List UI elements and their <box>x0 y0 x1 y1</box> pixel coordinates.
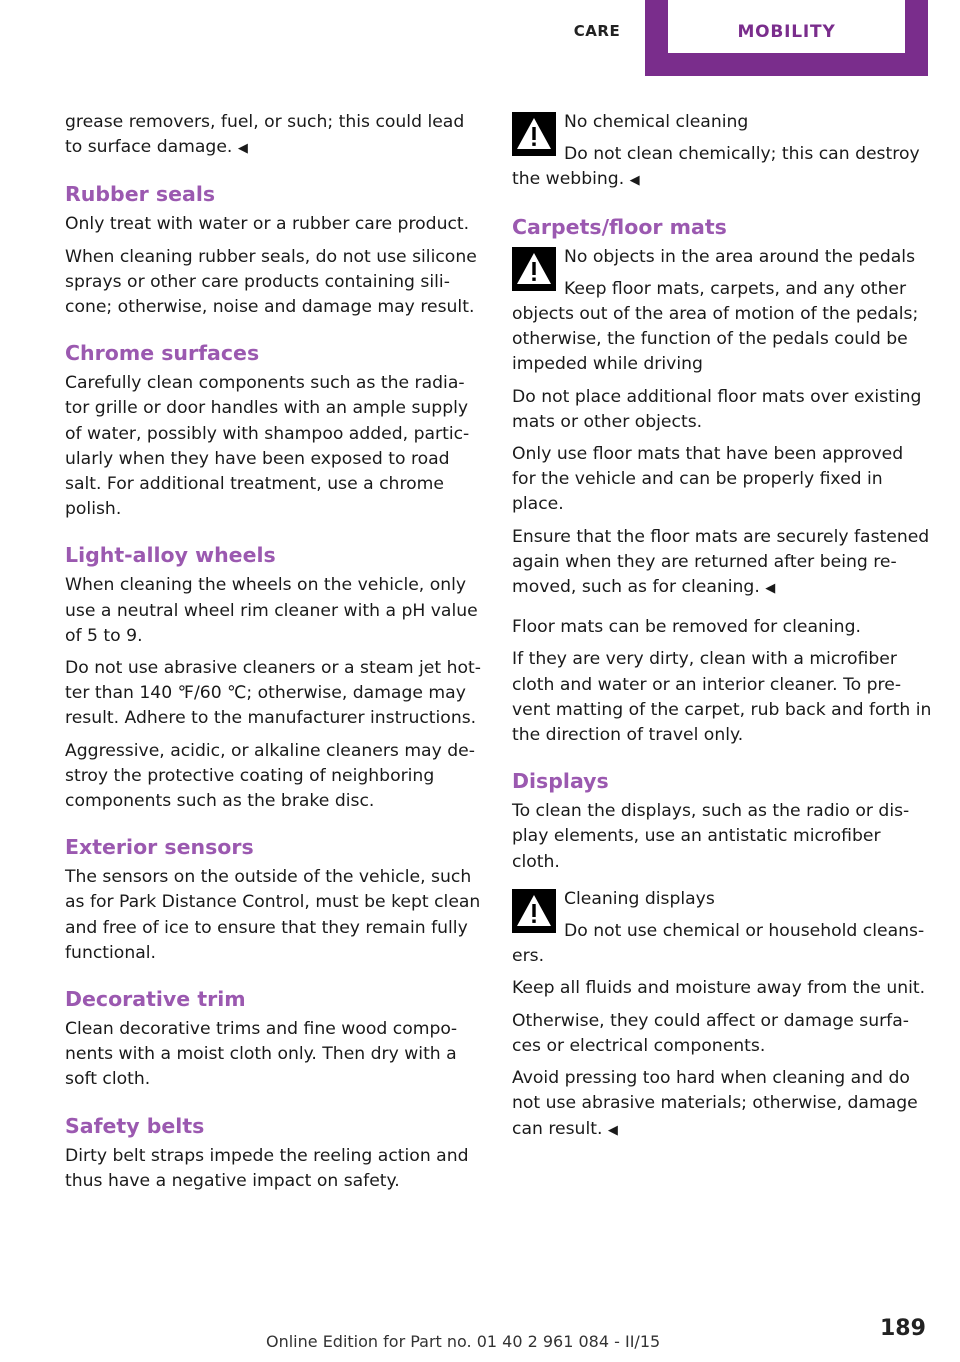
paragraph-wheels-1: When cleaning the wheels on the vehicle, only use a neutral wheel rim cleaner with a pH value of 5 to 9. <box>65 575 478 646</box>
heading-carpets-floor-mats: Carpets/floor mats <box>512 214 727 239</box>
heading-safety-belts: Safety belts <box>65 1113 205 1138</box>
warning-triangle-icon <box>512 247 556 291</box>
warning-no-chemical-cleaning <box>512 110 932 194</box>
warning-pedals <box>512 245 932 378</box>
paragraph-chrome-1: Carefully clean components such as the radia‐ tor grille or door handles with an ample supply of water, possibly with shampoo added, partic‐ ularly when they have been exposed to road salt. For additional treatment, use a chrome polish. <box>65 373 470 520</box>
heading-rubber-seals: Rubber seals <box>65 182 216 207</box>
paragraph-sensors-1: The sensors on the outside of the vehicle, such as for Park Distance Control, must be kept clean and free of ice to ensure that they remain fully functional. <box>65 867 481 963</box>
paragraph-carpets-1: Do not place additional floor mats over existing mats or other objects. <box>512 386 922 432</box>
heading-exterior-sensors: Exterior sensors <box>65 835 254 860</box>
left-column <box>65 110 485 1201</box>
warning-body: Do not clean chemically; this can destroy the webbing. ◀ <box>512 144 920 190</box>
paragraph-wheels-2: Do not use abrasive cleaners or a steam jet hot‐ ter than 140 ℉/60 ℃; otherwise, damage may result. Adhere to the manufacturer instructions. <box>65 658 481 729</box>
paragraph-rubber-2: When cleaning rubber seals, do not use silicone sprays or other care products containing sili‐ cone; otherwise, noise and damage may result. <box>65 246 477 318</box>
tab-mobility-label: MOBILITY <box>737 22 836 42</box>
paragraph-carpets-4: Floor mats can be removed for cleaning. <box>512 617 861 638</box>
warning-title: Cleaning displays <box>564 888 715 909</box>
heading-chrome-surfaces: Chrome surfaces <box>65 341 260 366</box>
warning-body: Keep floor mats, carpets, and any other objects out of the area of motion of the pedals; otherwise, the function of the pedals could be impeded while driving <box>512 278 919 375</box>
paragraph-grease: grease removers, fuel, or such; this could lead to surface damage. ◀ <box>65 112 465 158</box>
end-mark-icon: ◀ <box>607 1122 618 1138</box>
footer-edition: Online Edition for Part no. 01 40 2 961 084 - II/15 <box>266 1332 661 1351</box>
paragraph-rubber-1: Only treat with water or a rubber care product. <box>65 214 470 235</box>
heading-decorative-trim: Decorative trim <box>65 987 246 1012</box>
paragraph-wheels-3: Aggressive, acidic, or alkaline cleaners may de‐ stroy the protective coating of neighboring components such as the brake disc. <box>65 740 475 812</box>
warning-title: No chemical cleaning <box>564 112 749 132</box>
end-mark-icon: ◀ <box>629 173 640 189</box>
tab-care: CARE <box>573 22 621 40</box>
paragraph-belts-1: Dirty belt straps impede the reeling action and thus have a negative impact on safety. <box>65 1145 469 1191</box>
paragraph-displays-4: Avoid pressing too hard when cleaning and do not use abrasive materials; otherwise, damage can result. ◀ <box>512 1068 918 1139</box>
page-header <box>0 0 960 76</box>
right-column <box>512 110 932 1150</box>
paragraph-trim-1: Clean decorative trims and fine wood compo‐ nents with a moist cloth only. Then dry with a soft cloth. <box>65 1019 458 1090</box>
paragraph-carpets-2: Only use floor mats that have been approved for the vehicle and can be properly fixed in place. <box>512 444 904 515</box>
warning-title: No objects in the area around the pedals <box>564 246 916 267</box>
heading-displays: Displays <box>512 769 609 794</box>
warning-triangle-icon <box>512 889 556 933</box>
tab-mobility <box>645 0 928 76</box>
warning-cleaning-displays <box>512 887 932 970</box>
paragraph-carpets-3: Ensure that the floor mats are securely fastened again when they are returned after being re‐ moved, such as for cleaning. ◀ <box>512 526 930 598</box>
heading-light-alloy-wheels: Light-alloy wheels <box>65 543 276 568</box>
warning-triangle-icon <box>512 112 556 156</box>
page-number: 189 <box>880 1316 926 1341</box>
warning-body: Do not use chemical or household cleans‐ ers. <box>512 921 925 967</box>
end-mark-icon: ◀ <box>765 581 776 597</box>
end-mark-icon: ◀ <box>237 141 248 157</box>
paragraph-carpets-5: If they are very dirty, clean with a microfiber cloth and water or an interior cleaner. To pre‐ vent matting of the carpet, rub back and forth in the direction of travel only. <box>512 649 932 746</box>
tab-mobility-inner <box>668 0 905 53</box>
paragraph-displays-1: To clean the displays, such as the radio or dis‐ play elements, use an antistatic microfiber cloth. <box>512 801 910 872</box>
paragraph-displays-3: Otherwise, they could affect or damage surfa‐ ces or electrical components. <box>512 1010 909 1056</box>
paragraph-displays-2: Keep all fluids and moisture away from the unit. <box>512 978 926 999</box>
